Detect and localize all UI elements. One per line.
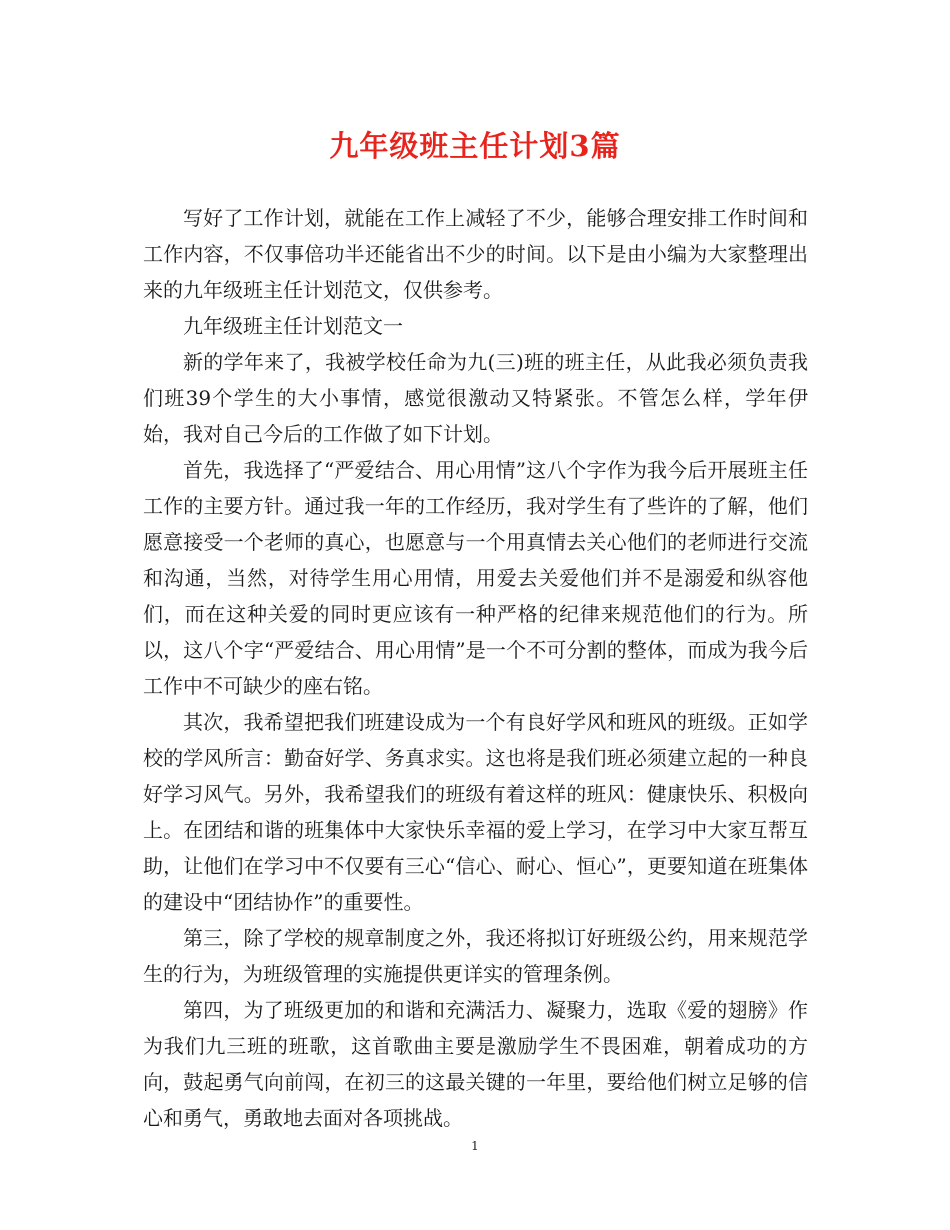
body-paragraph: 第三，除了学校的规章制度之外，我还将拟订好班级公约，用来规范学生的行为，为班级管理的实施提供更详实的管理条例。 xyxy=(143,926,808,986)
intro-paragraph: 写好了工作计划，就能在工作上减轻了不少，能够合理安排工作时间和工作内容，不仅事倍功半还能省出不少的时间。以下是由小编为大家整理出来的九年级班主任计划范文，仅供参考。 xyxy=(143,206,808,302)
body-paragraph: 新的学年来了，我被学校任命为九(三)班的班主任，从此我必须负责我们班39个学生的大小事情，感觉很激动又特紧张。不管怎么样，学年伊始，我对自己今后的工作做了如下计划。 xyxy=(143,350,808,446)
document-body xyxy=(143,200,808,1136)
body-paragraph: 其次，我希望把我们班建设成为一个有良好学风和班风的班级。正如学校的学风所言：勤奋好学、务真求实。这也将是我们班必须建立起的一种良好学习风气。另外，我希望我们的班级有着这样的班风：健康快乐、积极向上。在团结和谐的班集体中大家快乐幸福的爱上学习，在学习中大家互帮互助，让他们在学习中不仅要有三心“信心、耐心、恒心”，更要知道在班集体的建设中“团结协作”的重要性。 xyxy=(143,710,808,914)
document-title: 九年级班主任计划3篇 xyxy=(329,129,621,163)
section-heading: 九年级班主任计划范文一 xyxy=(183,314,403,338)
body-paragraph: 首先，我选择了“严爱结合、用心用情”这八个字作为我今后开展班主任工作的主要方针。通过我一年的工作经历，我对学生有了些许的了解，他们愿意接受一个老师的真心，也愿意与一个用真情去关心他们的老师进行交流和沟通，当然，对待学生用心用情，用爱去关爱他们并不是溺爱和纵容他们，而在这种关爱的同时更应该有一种严格的纪律来规范他们的行为。所以，这八个字“严爱结合、用心用情”是一个不可分割的整体，而成为我今后工作中不可缺少的座右铭。 xyxy=(143,458,808,698)
body-paragraph: 第四，为了班级更加的和谐和充满活力、凝聚力，选取《爱的翅膀》作为我们九三班的班歌，这首歌曲主要是激励学生不畏困难，朝着成功的方向，鼓起勇气向前闯，在初三的这最关键的一年里，要给他们树立足够的信心和勇气，勇敢地去面对各项挑战。 xyxy=(143,998,808,1130)
page-number: 1 xyxy=(471,1139,479,1153)
